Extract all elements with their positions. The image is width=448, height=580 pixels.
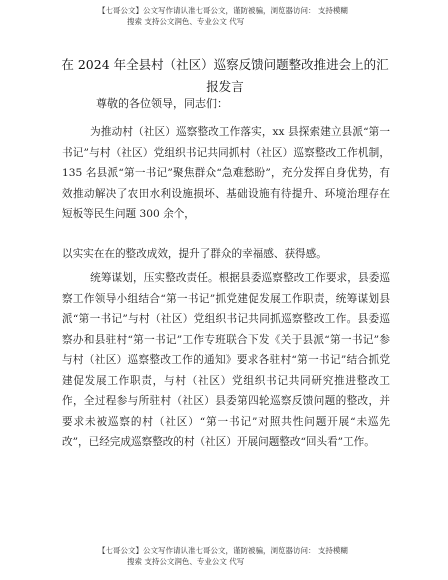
footer-banner xyxy=(0,546,448,570)
paragraph xyxy=(62,244,390,265)
header-banner xyxy=(0,6,448,30)
paragraph-text: 统筹谋划，压实整改责任。根据县委巡察整改工作要求，县委巡察工作领导小组结合“第一书记”抓党建促发展工作职责，统筹谋划县派“第一书记”与村（社区）党组织书记共同抓巡察整改工作。县委巡察办和县驻村“第一书记”工作专班联合下发《关于县派“第一书记”参与村（社区）巡察整改工作的通知》要求各驻村“第一书记”结合抓党建促发展工作职责，与村（社区）党组织书记共同研究推进整改工作，全过程参与所驻村（社区）县委第四轮巡察反馈问题的整改，并要求未被巡察的村（社区）“第一书记”对照共性问题开展“未巡先改”，已经完成巡察整改的村（社区）开展问题整改“回头看”工作。 xyxy=(62,272,390,448)
paragraph-text: 以实实在在的整改成效，提升了群众的幸福感、获得感。 xyxy=(62,248,327,260)
paragraph-text: 为推动村（社区）巡察整改工作落实，xx 县探索建立县派“第一书记”与村（社区）党组织书记共同抓村（社区）巡察整改工作机制，135 名县派“第一书记”聚焦群众“急难愁盼”，充分发挥自身优势，有效推动解决了农田水利设施损坏、基础设施有待提升、环境治理存在短板等民生问题 300 余个， xyxy=(62,126,390,220)
banner-line: 搜索 支持公文润色、专业公文 代写 xyxy=(127,17,245,26)
salutation: 尊敬的各位领导，同志们： xyxy=(96,97,228,110)
document-title: 在 2024 年全县村（社区）巡察反馈问题整改推进会上的汇报发言 xyxy=(61,57,389,94)
paragraph xyxy=(62,122,390,225)
paragraph xyxy=(62,268,390,453)
banner-line: 【七哥公文】公文写作请认准七哥公文，谨防被骗，浏览器访问： 支持模糊 xyxy=(98,6,348,15)
banner-line: 搜索 支持公文润色、专业公文 代写 xyxy=(127,557,245,566)
banner-line: 【七哥公文】公文写作请认准七哥公文，谨防被骗，浏览器访问： 支持模糊 xyxy=(98,546,348,555)
